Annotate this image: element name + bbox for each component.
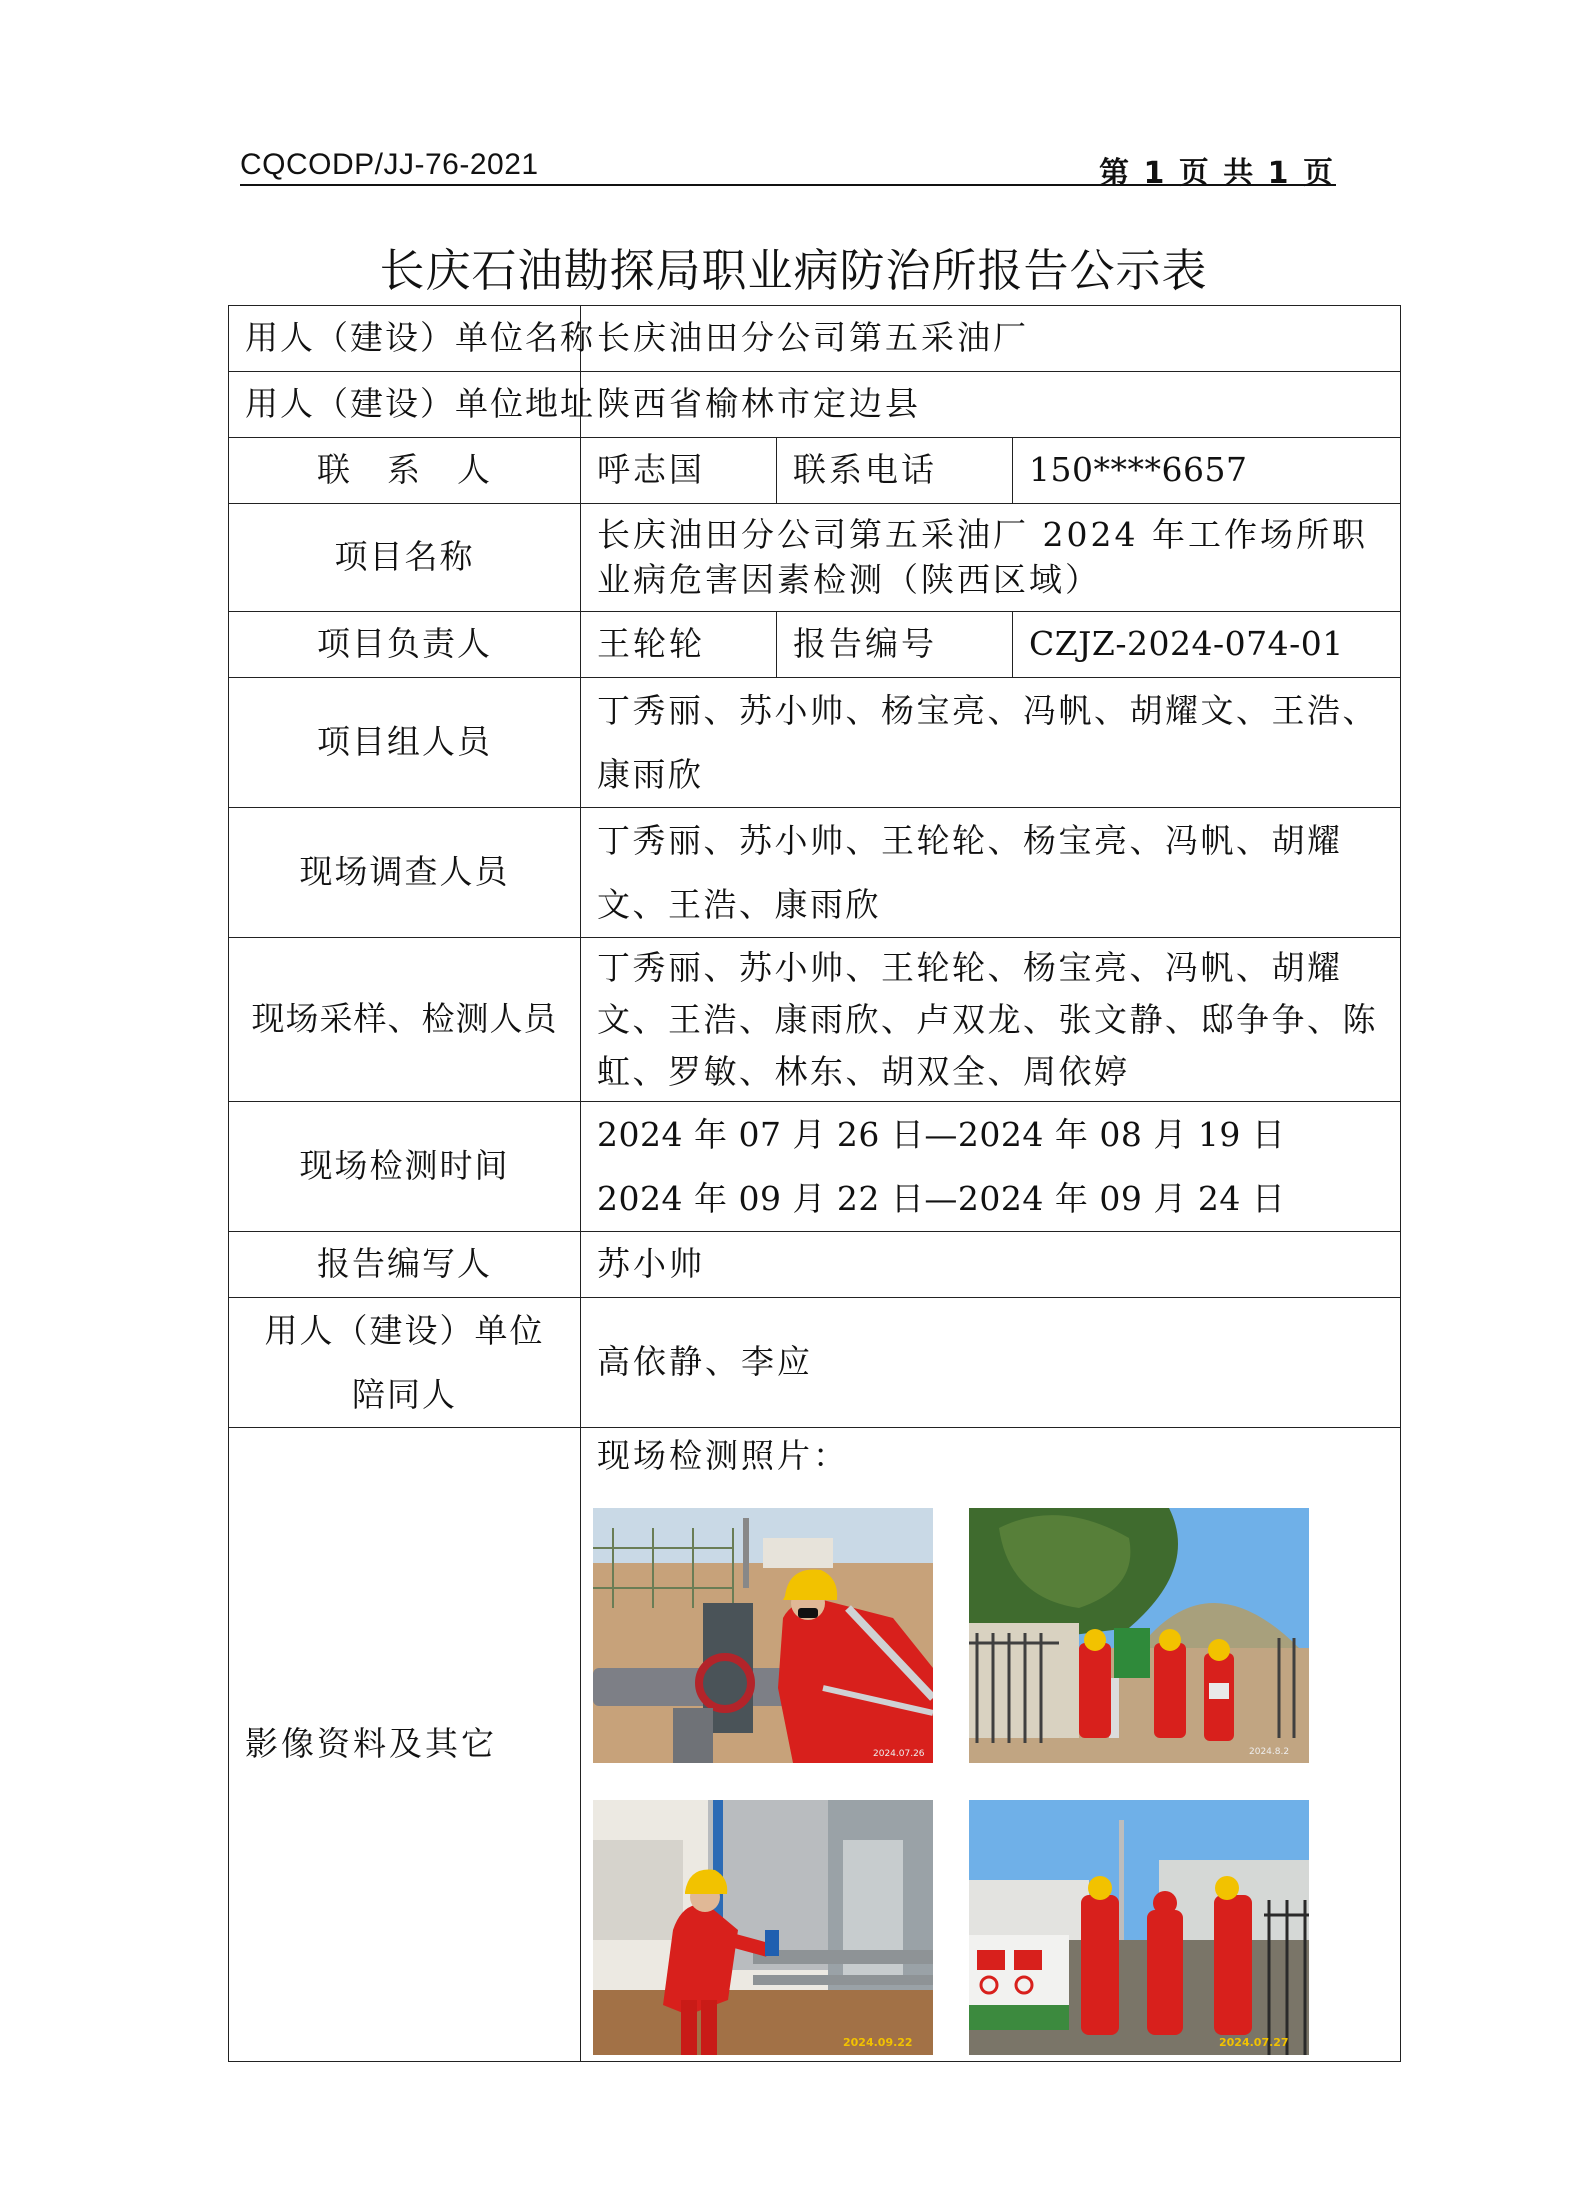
phone-label: 联系电话 (777, 438, 1013, 504)
site-photo-3[interactable] (593, 1800, 933, 2055)
writer-value: 苏小帅 (581, 1232, 1401, 1298)
photo-3-date: 2024.09.22 (843, 2036, 913, 2049)
accompany-value: 高依静、李应 (581, 1298, 1401, 1428)
accompany-label: 用人（建设）单位陪同人 (229, 1298, 581, 1428)
project-lead-value: 王轮轮 (581, 612, 777, 678)
detect-time-range-1: 2024 年 07 月 26 日—2024 年 08 月 19 日 (597, 1114, 1286, 1154)
site-photo-4[interactable] (969, 1800, 1309, 2055)
survey-label: 现场调查人员 (229, 808, 581, 938)
contact-label: 联 系 人 (229, 438, 581, 504)
site-photo-2[interactable] (969, 1508, 1309, 1763)
document-title: 长庆石油勘探局职业病防治所报告公示表 (379, 244, 1208, 297)
photo-1-date: 2024.07.26 (873, 1749, 925, 1759)
row-unit-address (229, 372, 1401, 438)
page-indicator: 第 1 页 共 1 页 (1099, 156, 1335, 191)
media-cell (581, 1428, 1401, 2062)
team-label: 项目组人员 (229, 678, 581, 808)
photo-2-date: 2024.8.2 (1249, 1747, 1290, 1757)
detect-time-range-2: 2024 年 09 月 22 日—2024 年 09 月 24 日 (597, 1178, 1286, 1218)
row-unit-name (229, 306, 1401, 372)
photo-4-date: 2024.07.27 (1219, 2036, 1289, 2049)
project-lead-label: 项目负责人 (229, 612, 581, 678)
row-accompany (229, 1298, 1401, 1428)
site-photo-1-image (593, 1508, 933, 1763)
report-no-label: 报告编号 (777, 612, 1013, 678)
report-no-value: CZJZ-2024-074-01 (1013, 612, 1401, 678)
row-project-lead (229, 612, 1401, 678)
row-sampling (229, 938, 1401, 1102)
unit-address-label: 用人（建设）单位地址 (229, 372, 581, 438)
header-rule (240, 184, 1336, 186)
row-survey (229, 808, 1401, 938)
row-writer (229, 1232, 1401, 1298)
document-code: CQCODP/JJ-76-2021 (240, 148, 539, 181)
phone-value: 150****6657 (1013, 438, 1401, 504)
row-media (229, 1428, 1401, 2062)
sampling-value: 丁秀丽、苏小帅、王轮轮、杨宝亮、冯帆、胡耀文、王浩、康雨欣、卢双龙、张文静、邸争争、陈虹、罗敏、林东、胡双全、周依婷 (581, 938, 1401, 1102)
project-name-label: 项目名称 (229, 504, 581, 612)
survey-value: 丁秀丽、苏小帅、王轮轮、杨宝亮、冯帆、胡耀文、王浩、康雨欣 (581, 808, 1401, 938)
site-photo-4-image (969, 1800, 1309, 2055)
site-photo-1[interactable] (593, 1508, 933, 1763)
team-value: 丁秀丽、苏小帅、杨宝亮、冯帆、胡耀文、王浩、康雨欣 (581, 678, 1401, 808)
site-photo-2-image (969, 1508, 1309, 1763)
detect-time-values (581, 1102, 1401, 1232)
row-detect-time (229, 1102, 1401, 1232)
report-table (228, 305, 1401, 2062)
unit-name-label: 用人（建设）单位名称 (229, 306, 581, 372)
sampling-label: 现场采样、检测人员 (229, 938, 581, 1102)
row-team (229, 678, 1401, 808)
project-name-value: 长庆油田分公司第五采油厂 2024 年工作场所职业病危害因素检测（陕西区域） (581, 504, 1401, 612)
media-label: 影像资料及其它 (229, 1428, 581, 2062)
row-contact (229, 438, 1401, 504)
site-photo-3-image (593, 1800, 933, 2055)
unit-name-value: 长庆油田分公司第五采油厂 (581, 306, 1401, 372)
contact-value: 呼志国 (581, 438, 777, 504)
writer-label: 报告编写人 (229, 1232, 581, 1298)
detect-time-label: 现场检测时间 (229, 1102, 581, 1232)
photo-caption: 现场检测照片： (597, 1436, 849, 1475)
unit-address-value: 陕西省榆林市定边县 (581, 372, 1401, 438)
row-project-name (229, 504, 1401, 612)
